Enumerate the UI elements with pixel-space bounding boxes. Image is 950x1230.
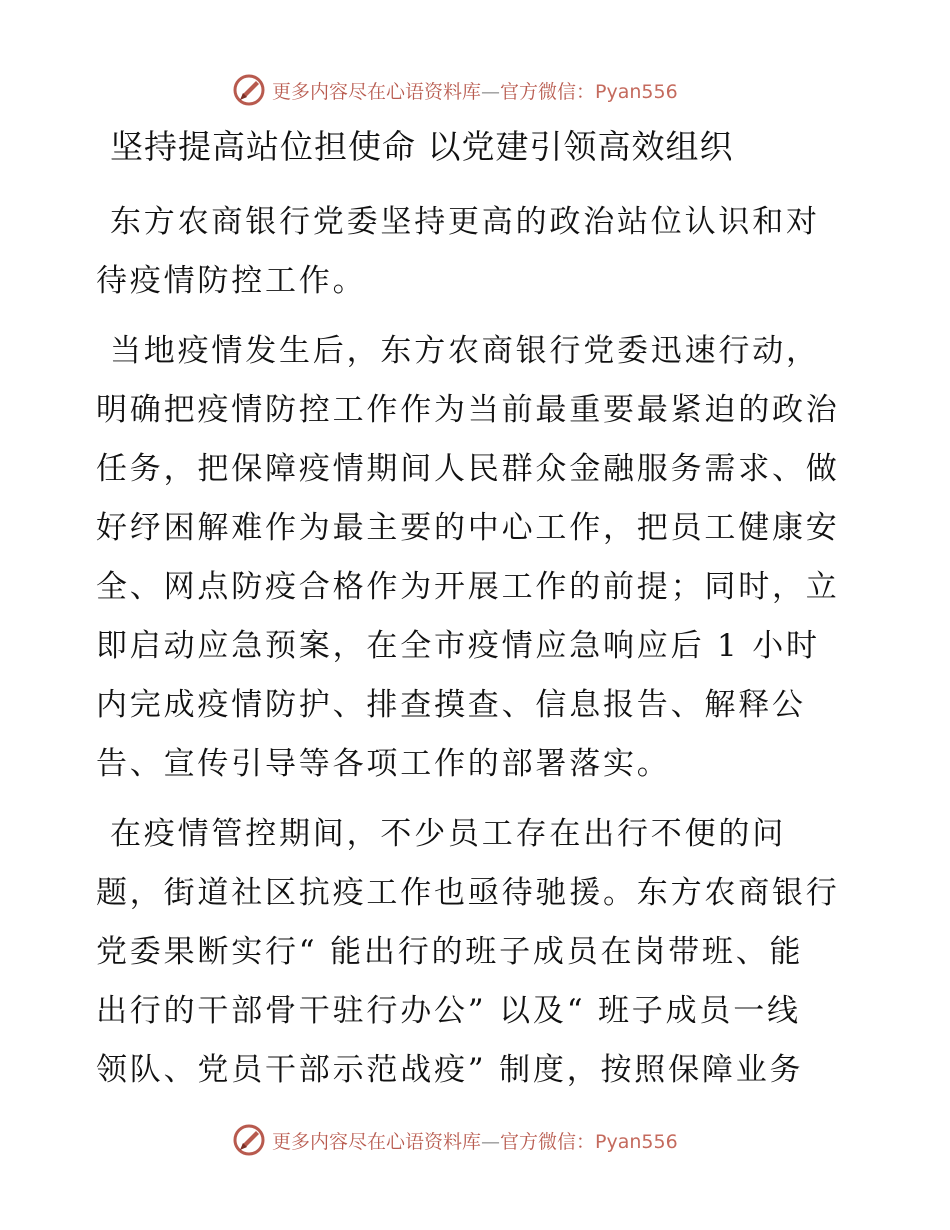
watermark-logo-icon	[232, 1123, 266, 1157]
paragraph-line: 告、宣传引导等各项工作的部署落实。	[96, 746, 671, 782]
paragraph-line: 东方农商银行党委坚持更高的政治站位认识和对	[110, 204, 820, 240]
paragraph-line: 待疫情防控工作。	[96, 263, 367, 299]
paragraph-line: 在疫情管控期间，不少员工存在出行不便的问	[110, 816, 786, 852]
paragraph-line: 出行的干部骨干驻行办公” 以及“ 班子成员一线	[96, 993, 801, 1029]
document-title: 坚持提高站位担使命 以党建引领高效组织	[110, 127, 734, 166]
paragraph-line: 党委果断实行“ 能出行的班子成员在岗带班、能	[96, 934, 804, 970]
paragraph-3	[96, 805, 852, 1100]
paragraph-line: 好纾困解难作为最主要的中心工作，把员工健康安	[96, 510, 840, 546]
paragraph-line: 全、网点防疫合格作为开展工作的前提；同时，立	[96, 569, 840, 605]
watermark-header	[232, 72, 678, 108]
paragraph-line: 当地疫情发生后，东方农商银行党委迅速行动，	[110, 333, 820, 369]
paragraph-line: 题，街道社区抗疫工作也亟待驰援。东方农商银行	[96, 875, 840, 911]
paragraph-line: 即启动应急预案，在全市疫情应急响应后 1 小时	[96, 628, 820, 664]
paragraph-line: 内完成疫情防护、排查摸查、信息报告、解释公	[96, 687, 806, 723]
paragraph-1	[96, 193, 852, 311]
watermark-footer	[232, 1122, 678, 1158]
paragraph-line: 领队、党员干部示范战疫” 制度，按照保障业务	[96, 1052, 804, 1088]
watermark-logo-icon	[232, 73, 266, 107]
paragraph-line: 明确把疫情防控工作作为当前最重要最紧迫的政治	[96, 392, 840, 428]
watermark-text: 更多内容尽在心语资料库—官方微信：Pyan556	[272, 1130, 678, 1153]
paragraph-2	[96, 322, 852, 794]
paragraph-line: 任务，把保障疫情期间人民群众金融服务需求、做	[96, 451, 840, 487]
watermark-text: 更多内容尽在心语资料库—官方微信：Pyan556	[272, 80, 678, 103]
